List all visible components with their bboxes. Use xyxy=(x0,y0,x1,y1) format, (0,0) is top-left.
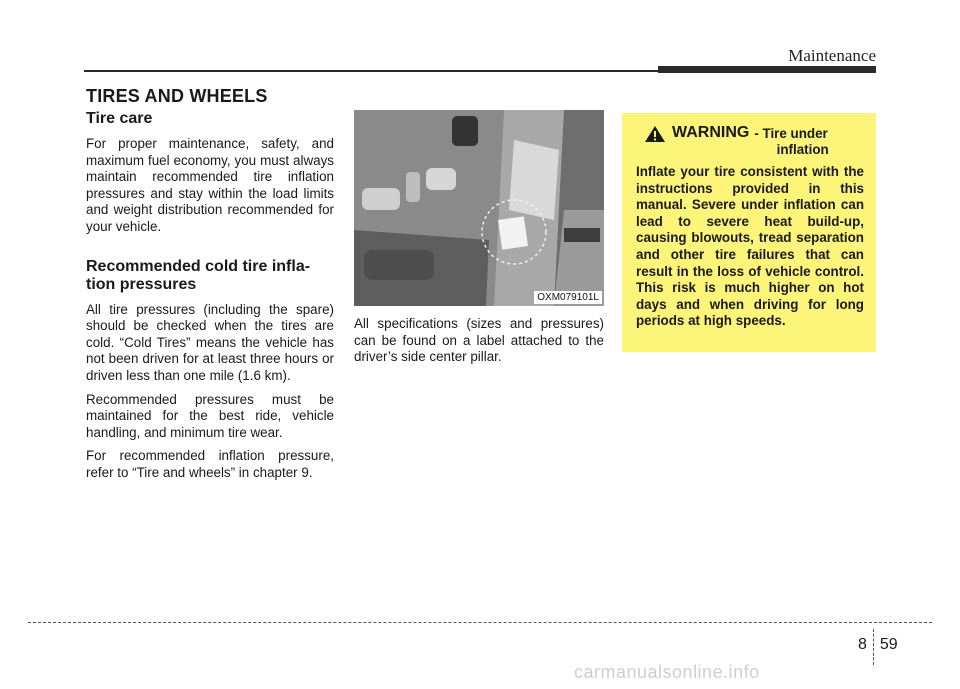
left-column xyxy=(86,110,334,489)
header-rule xyxy=(84,70,662,72)
chapter-number: 8 xyxy=(858,636,867,653)
heading-tire-care: Tire care xyxy=(86,110,153,127)
paragraph-cold-tires: All tire pressures (including the spare) should be checked when the tires are cold. “Cold Tires” means the vehicle has not been driven for at least three hours or driven less than one mile (1.6 km). xyxy=(86,301,334,383)
warning-box xyxy=(622,113,876,352)
door-pillar-photo xyxy=(354,110,604,306)
image-code-label: OXM079101L xyxy=(534,291,602,304)
middle-column xyxy=(354,110,604,373)
page-number xyxy=(858,625,898,665)
footer-rule xyxy=(28,622,932,623)
heading-cold-tire-pressures: Recommended cold tire infla- tion pressures xyxy=(86,257,311,293)
section-title: TIRES AND WHEELS xyxy=(86,86,268,106)
page-number-value: 59 xyxy=(879,636,898,653)
paragraph-recommended-pressures: Recommended pressures must be maintained for the best ride, vehicle handling, and minimum tire wear. xyxy=(86,391,334,440)
paragraph-refer-chapter: For recommended inflation pressure, refer to “Tire and wheels” in chapter 9. xyxy=(86,448,334,480)
warning-header xyxy=(636,123,864,158)
warning-subtitle: - Tire under inflation xyxy=(754,126,829,157)
warning-triangle-icon xyxy=(644,125,666,143)
warning-body: Inflate your tire consistent with the instructions provided in this manual. Severe under inflation can lead to severe heat build-up, causing blowouts, tread separation and other tire failures that can result in the loss of vehicle control. This risk is much higher on hot days and when driving for long periods at high speeds. xyxy=(636,164,864,329)
watermark: carmanualsonline.info xyxy=(574,662,760,682)
page-header-title: Maintenance xyxy=(788,46,876,65)
photo-caption: All specifications (sizes and pressures) can be found on a label attached to the driver’s side center pillar. xyxy=(354,316,604,365)
warning-title: WARNING xyxy=(672,124,750,141)
paragraph-tire-care: For proper maintenance, safety, and maximum fuel economy, you must always maintain recommended tire inflation pressures and stay within the load limits and weight distribution recommended for your vehicle. xyxy=(86,136,334,234)
header-rule-thick xyxy=(658,66,876,73)
